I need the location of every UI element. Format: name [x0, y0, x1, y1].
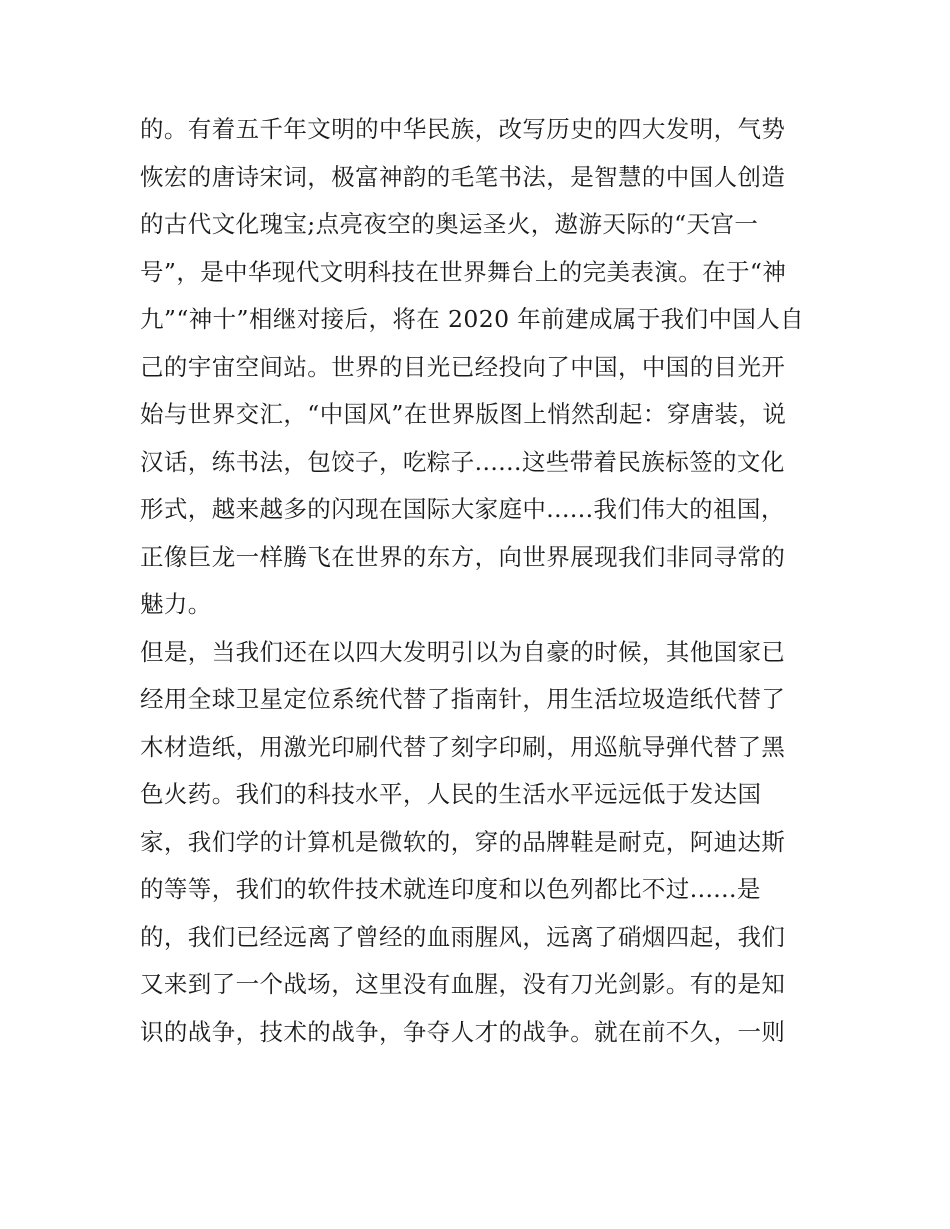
text-line: 又来到了一个战场，这里没有血腥，没有刀光剑影。有的是知 [140, 970, 786, 998]
text-line: 的。有着五千年文明的中华民族，改写历史的四大发明，气势 [140, 115, 786, 143]
text-line: 色火药。我们的科技水平，人民的生活水平远远低于发达国 [140, 780, 762, 808]
text-line: 经用全球卫星定位系统代替了指南针，用生活垃圾造纸代替了 [140, 685, 786, 713]
text-line: 木材造纸，用激光印刷代替了刻字印刷，用巡航导弹代替了黑 [140, 732, 786, 761]
text-line: 的，我们已经远离了曾经的血雨腥风，远离了硝烟四起，我们 [140, 922, 786, 951]
text-line: 的古代文化瑰宝;点亮夜空的奥运圣火，遨游天际的“天宫一 [140, 210, 759, 238]
text-line: 形式，越来越多的闪现在国际大家庭中......我们伟大的祖国， [140, 495, 785, 523]
text-line: 魅力。 [140, 590, 212, 618]
text-line: 始与世界交汇，“中国风”在世界版图上悄然刮起：穿唐装，说 [140, 400, 787, 428]
text-line: 家，我们学的计算机是微软的，穿的品牌鞋是耐克，阿迪达斯 [140, 827, 786, 856]
text-line: 号”，是中华现代文明科技在世界舞台上的完美表演。在于“神 [140, 257, 787, 286]
text-line: 但是，当我们还在以四大发明引以为自豪的时候，其他国家已 [140, 637, 786, 666]
text-line: 正像巨龙一样腾飞在世界的东方，向世界展现我们非同寻常的 [140, 542, 786, 571]
text-line: 九”“神十”相继对接后，将在 2020 年前建成属于我们中国人自 [140, 305, 805, 333]
text-line: 己的宇宙空间站。世界的目光已经投向了中国，中国的目光开 [140, 352, 786, 381]
body-text [140, 106, 820, 1056]
text-line: 恢宏的唐诗宋词，极富神韵的毛笔书法，是智慧的中国人创造 [140, 162, 786, 191]
text-line: 的等等，我们的软件技术就连印度和以色列都比不过......是 [140, 875, 761, 903]
text-line: 汉话，练书法，包饺子，吃粽子......这些带着民族标签的文化 [140, 447, 785, 476]
text-line: 识的战争，技术的战争，争夺人才的战争。就在前不久，一则 [140, 1017, 786, 1046]
